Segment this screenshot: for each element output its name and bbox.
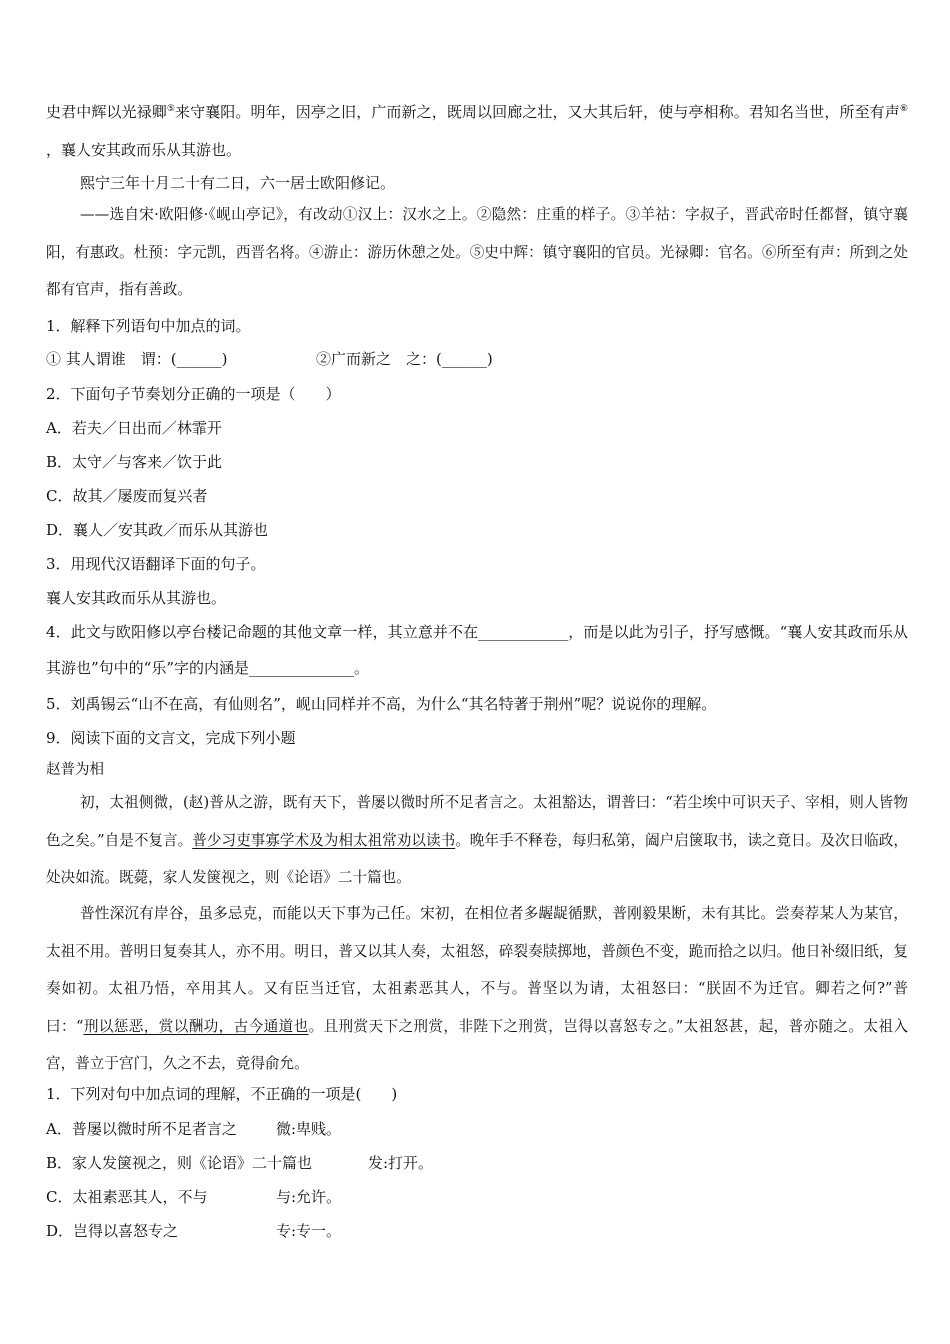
section-9-option-b-gloss [368, 1146, 433, 1180]
question-text: 3．用现代汉语翻译下面的句子。 [46, 555, 266, 573]
section-9-option-c [46, 1180, 207, 1214]
question-text: 2．下面句子节奏划分正确的一项是（ ） [46, 385, 341, 403]
option-text: B．家人发箧视之，则《论语》二十篇也 [46, 1154, 313, 1172]
question-2-option-a [46, 411, 222, 445]
text-span: ，襄人安其政而乐从其游也。 [46, 141, 242, 159]
question-2-option-b [46, 445, 222, 479]
option-text: D．岂得以喜怒专之 [46, 1222, 179, 1240]
question-1-item-b [316, 342, 493, 376]
section-9-question-1 [46, 1077, 397, 1111]
title-text: 赵普为相 [46, 762, 104, 778]
section-9-option-b [46, 1146, 312, 1180]
question-item: ②广而新之 之：(______) [316, 350, 493, 368]
question-3 [46, 547, 266, 581]
passage-title [46, 753, 104, 787]
question-5 [46, 687, 716, 721]
question-2-option-d [46, 513, 268, 547]
question-text: 1．下列对句中加点词的理解，不正确的一项是( ) [46, 1085, 398, 1103]
question-text: 1．解释下列语句中加点的词。 [46, 317, 251, 335]
option-gloss: 微:卑贱。 [276, 1120, 342, 1138]
option-text: A．若夫／日出而／林霏开 [46, 419, 222, 437]
text-span: 以光禄卿 [106, 103, 167, 121]
question-3-sentence [46, 581, 226, 615]
question-2-option-c [46, 479, 207, 513]
question-1 [46, 309, 251, 343]
option-text: A．普屡以微时所不足者言之 [46, 1120, 237, 1138]
passage-paragraph-1 [46, 784, 908, 897]
section-9-option-c-gloss [276, 1180, 341, 1214]
option-gloss: 专:专一。 [276, 1222, 342, 1240]
underlined-sentence: 刑以惩恶，赏以酬功，古今通道也 [83, 1017, 309, 1035]
section-9-option-a-gloss [276, 1112, 341, 1146]
section-9-option-a [46, 1112, 237, 1146]
footnote-marker: ⑤ [166, 104, 175, 114]
section-9-option-d [46, 1214, 178, 1248]
question-1-item-a [46, 342, 227, 376]
text-span: 。晚年手不释卷，每归私第，阖户启箧取书，读之竟日。及次日临政，处决如流。既薨，家人发箧视之，则《论语》二十篇也。 [46, 831, 908, 886]
option-text: B．太守／与客来／饮于此 [46, 453, 223, 471]
question-2 [46, 377, 341, 411]
footnote-marker: ⑥ [899, 104, 908, 114]
signature-line [80, 166, 395, 200]
option-text: D．襄人／安其政／而乐从其游也 [46, 521, 269, 539]
source-note-text: ——选自宋·欧阳修·《岘山亭记》，有改动①汉上：汉水之上。②隐然：庄重的样子。③羊祜：字叔子，晋武帝时任都督，镇守襄阳，有惠政。杜预：字元凯，西晋名将。④游止：游历休憩之处。⑤史中辉：镇守襄阳的官员。光禄卿：官名。⑥所至有声：所到之处都有官声，指有善政。 [46, 206, 908, 298]
text-span: 史君中 [46, 103, 92, 121]
passage-paragraph-2 [46, 895, 908, 1083]
question-item: ① 其人谓谁 谓：(______) [46, 350, 228, 368]
question-text: 5．刘禹锡云“山不在高，有仙则名”，岘山同样并不高，为什么“其名特著于荆州”呢？说说你的理解。 [46, 695, 717, 713]
question-4 [46, 614, 908, 686]
underlined-sentence: 普少习吏事寡学术及为相太祖常劝以读书 [192, 831, 456, 849]
option-text: C．太祖素恶其人，不与 [46, 1188, 208, 1206]
section-9-option-d-gloss [276, 1214, 341, 1248]
text-span: 。且刑赏天下之刑赏，非陛下之刑赏，岂得以喜怒专之。”太祖怒甚，起，普亦随之。太祖入宫，普立于宫门，久之不去，竟得俞允。 [46, 1017, 908, 1072]
text-span: 普性深沉有岸谷，虽多忌克，而能以天下事为己任。宋初，在相位者多龌龊循默，普刚毅果断，未有其比。尝奏荐某人为某官，太祖不用。普明日复奏其人，亦不用。明日，普又以其人奏，太祖怒，碎裂奏牍掷地，普颜色不变，跪而拾之以归。他日补缀旧纸，复奏如初。太祖乃悟，卒用其人。又有臣当迁官，太祖素恶其人，不与。普坚以为请，太祖怒曰：“朕固不为迁官。卿若之何?”普曰：“ [46, 905, 908, 1035]
option-text: C．故其／屡废而复兴者 [46, 487, 208, 505]
text-span: 初，太祖侧微，(赵)普从之游，既有天下，普屡以微时所不足者言之。太祖豁达，谓普曰：“若尘埃中可识天子、宰相，则人皆物色之矣。”自是不复言。 [46, 794, 908, 849]
question-sentence: 襄人安其政而乐从其游也。 [46, 589, 227, 607]
option-gloss: 发:打开。 [368, 1154, 434, 1172]
section-9-heading [46, 721, 296, 755]
section-heading: 9．阅读下面的文言文，完成下列小题 [46, 729, 296, 747]
person-name: 辉 [91, 103, 107, 121]
text-span: 来守襄阳。明年，因亭之旧，广而新之，既周以回廊之壮，又大其后轩，使与亭相称。君知名当世，所至有声 [175, 103, 900, 121]
passage-paragraph-continued [46, 93, 908, 169]
signature-text: 熙宁三年十月二十有二日，六一居士欧阳修记。 [80, 174, 396, 192]
question-text: 4．此文与欧阳修以亭台楼记命题的其他文章一样，其立意并不在____________，而是以此为引子，抒写感慨。“襄人安其政而乐从其游也”句中的“乐”字的内涵是______________。 [46, 623, 908, 677]
source-notes [46, 196, 908, 309]
option-gloss: 与:允许。 [276, 1188, 342, 1206]
